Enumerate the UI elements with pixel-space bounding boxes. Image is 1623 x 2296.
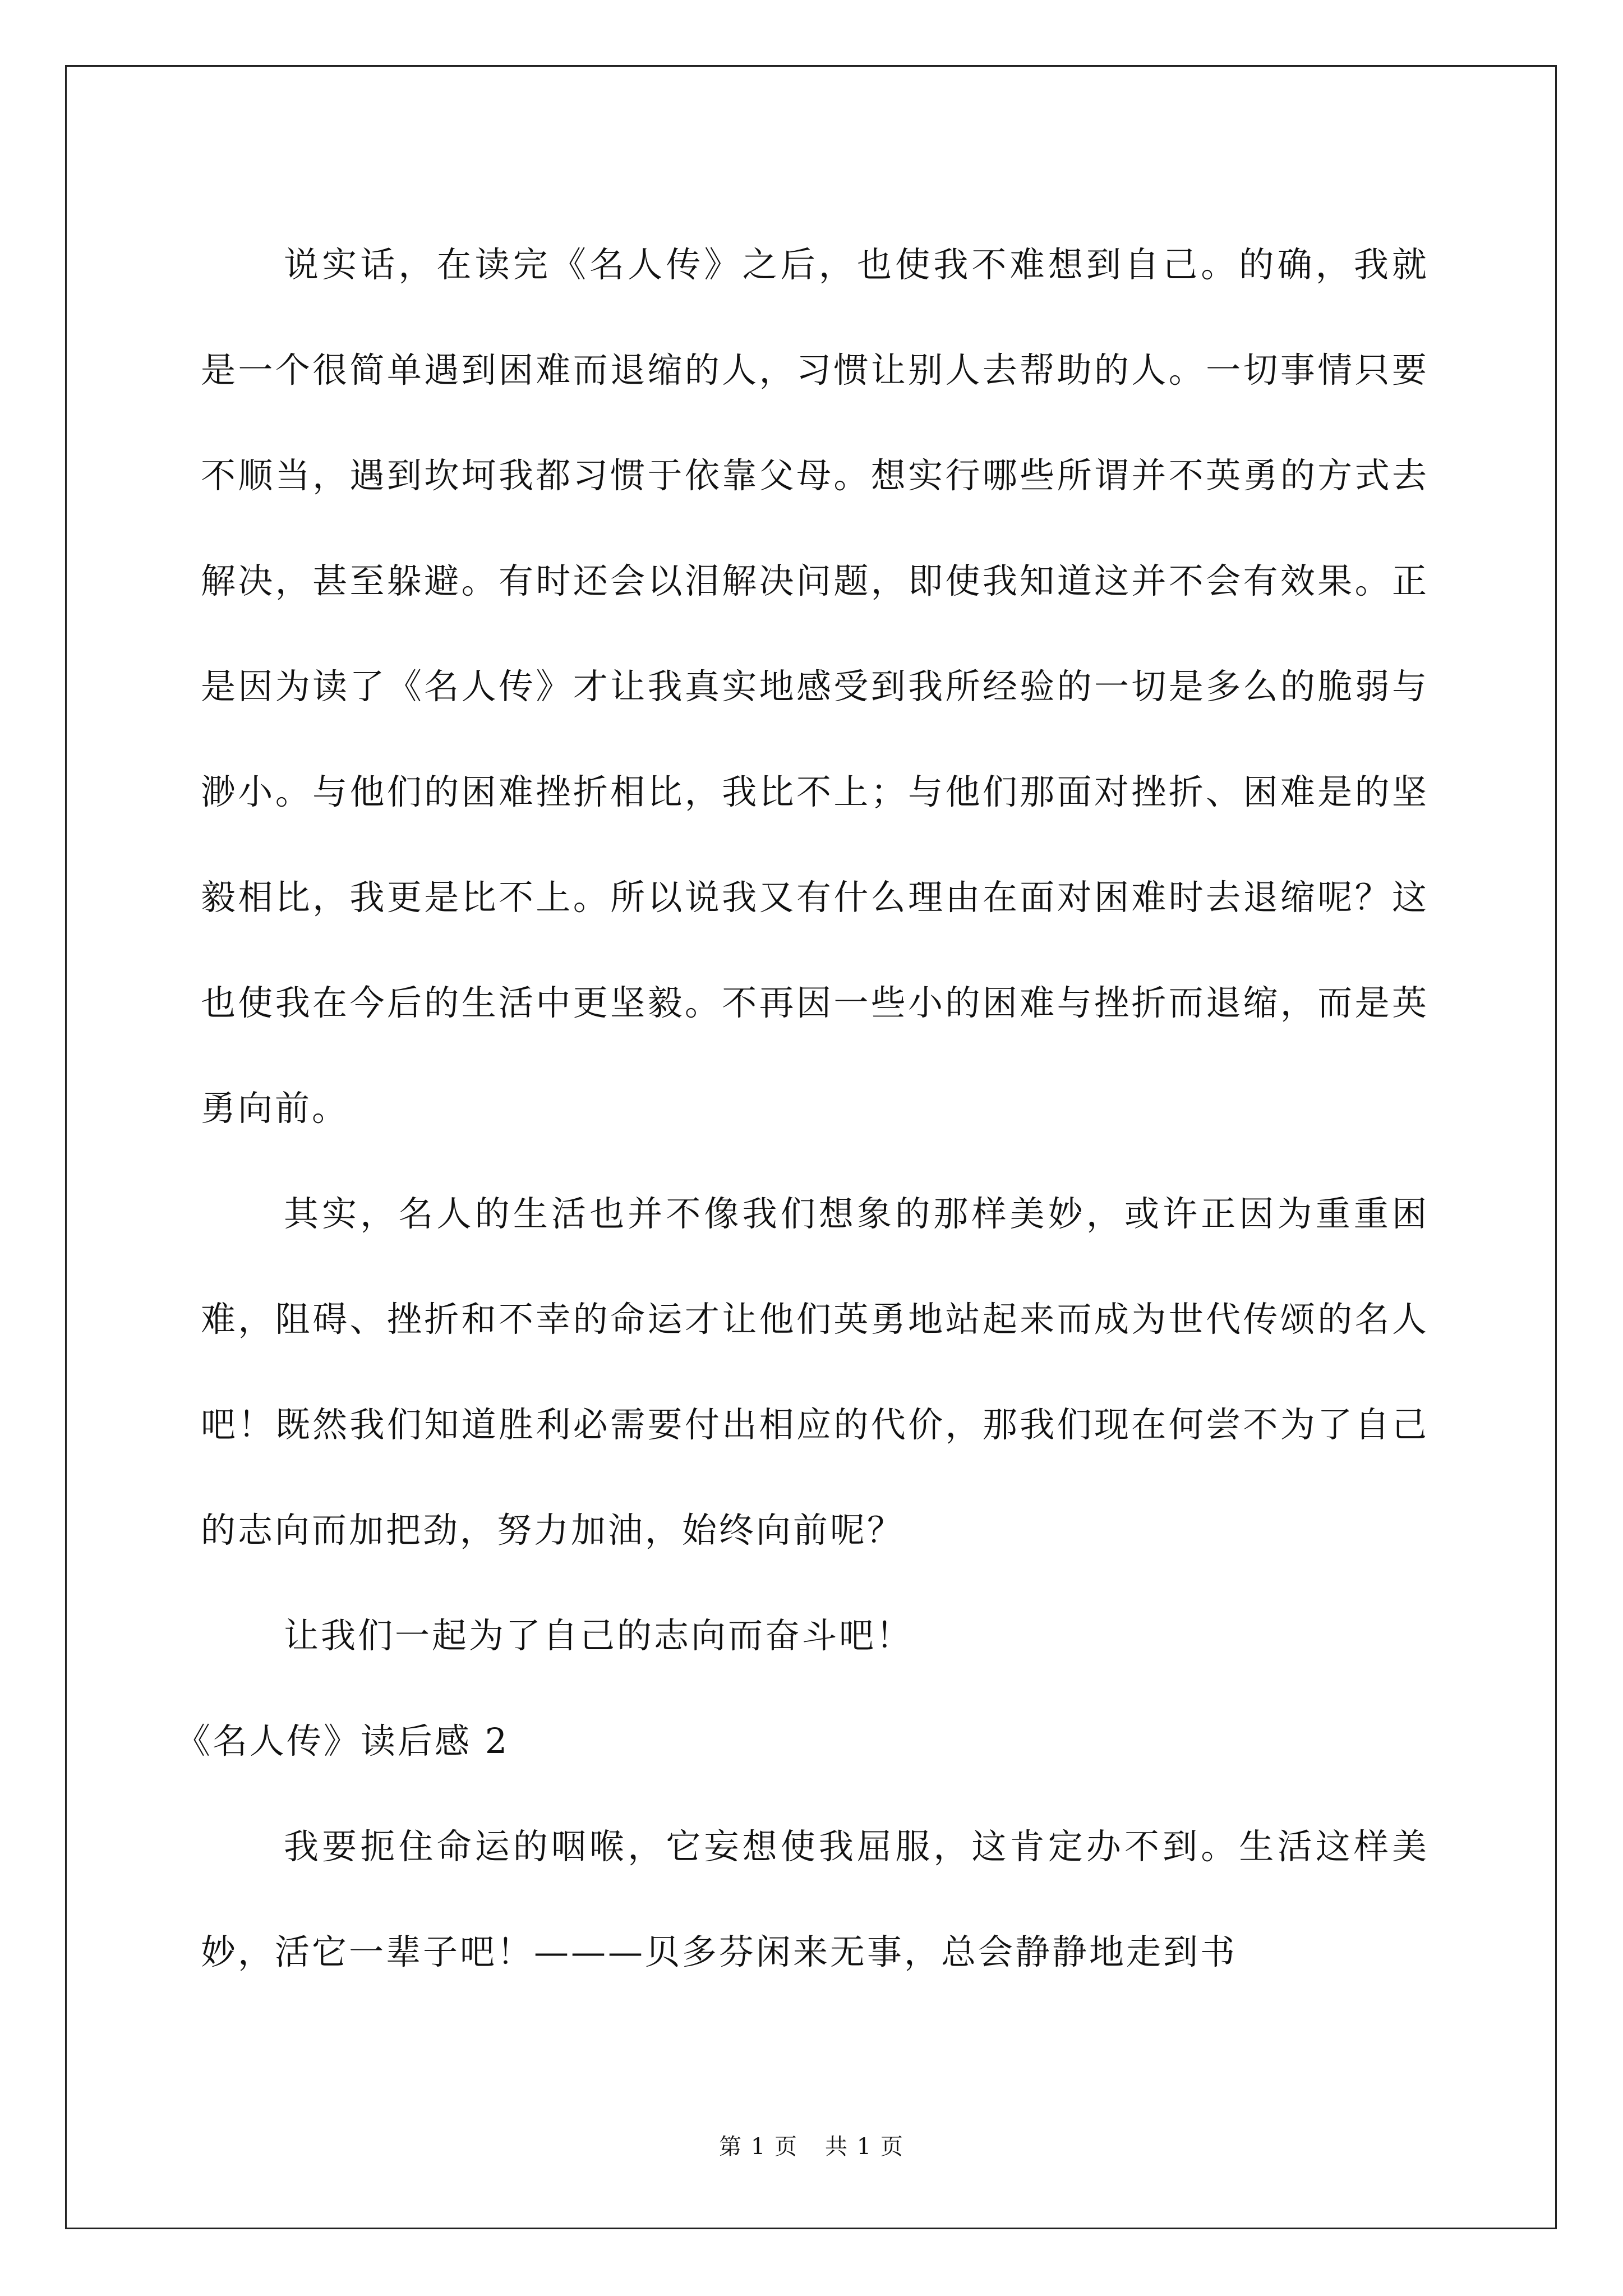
paragraph-3: 让我们一起为了自己的志向而奋斗吧！ xyxy=(284,1615,914,1656)
document-body xyxy=(176,212,1429,2005)
page-number-current: 第 1 页 xyxy=(719,2134,798,2160)
page-footer xyxy=(0,2129,1623,2161)
section-heading: 《名人传》读后感 2 xyxy=(176,1720,510,1761)
paragraph-1: 说实话，在读完《名人传》之后，也使我不难想到自己。的确，我就是一个很简单遇到困难而退缩的人，习惯让别人去帮助的人。一切事情只要不顺当，遇到坎坷我都习惯于依靠父母。想实行哪些所谓并不英勇的方式去解决，甚至躲避。有时还会以泪解决问题，即使我知道这并不会有效果。正是因为读了《名人传》才让我真实地感受到我所经验的一切是多么的脆弱与渺小。与他们的困难挫折相比，我比不上；与他们那面对挫折、困难是的坚毅相比，我更是比不上。所以说我又有什么理由在面对困难时去退缩呢？这也使我在今后的生活中更坚毅。不再因一些小的困难与挫折而退缩，而是英勇向前。 xyxy=(201,244,1429,1129)
page-number-total: 共 1 页 xyxy=(825,2134,904,2160)
paragraph-2: 其实，名人的生活也并不像我们想象的那样美妙，或许正因为重重困难，阻碍、挫折和不幸的命运才让他们英勇地站起来而成为世代传颂的名人吧！既然我们知道胜利必需要付出相应的代价，那我们现在何尝不为了自己的志向而加把劲，努力加油，始终向前呢？ xyxy=(201,1193,1429,1550)
section-paragraph: 我要扼住命运的咽喉，它妄想使我屈服，这肯定办不到。生活这样美妙，活它一辈子吧！———贝多芬闲来无事，总会静静地走到书 xyxy=(201,1826,1429,1972)
